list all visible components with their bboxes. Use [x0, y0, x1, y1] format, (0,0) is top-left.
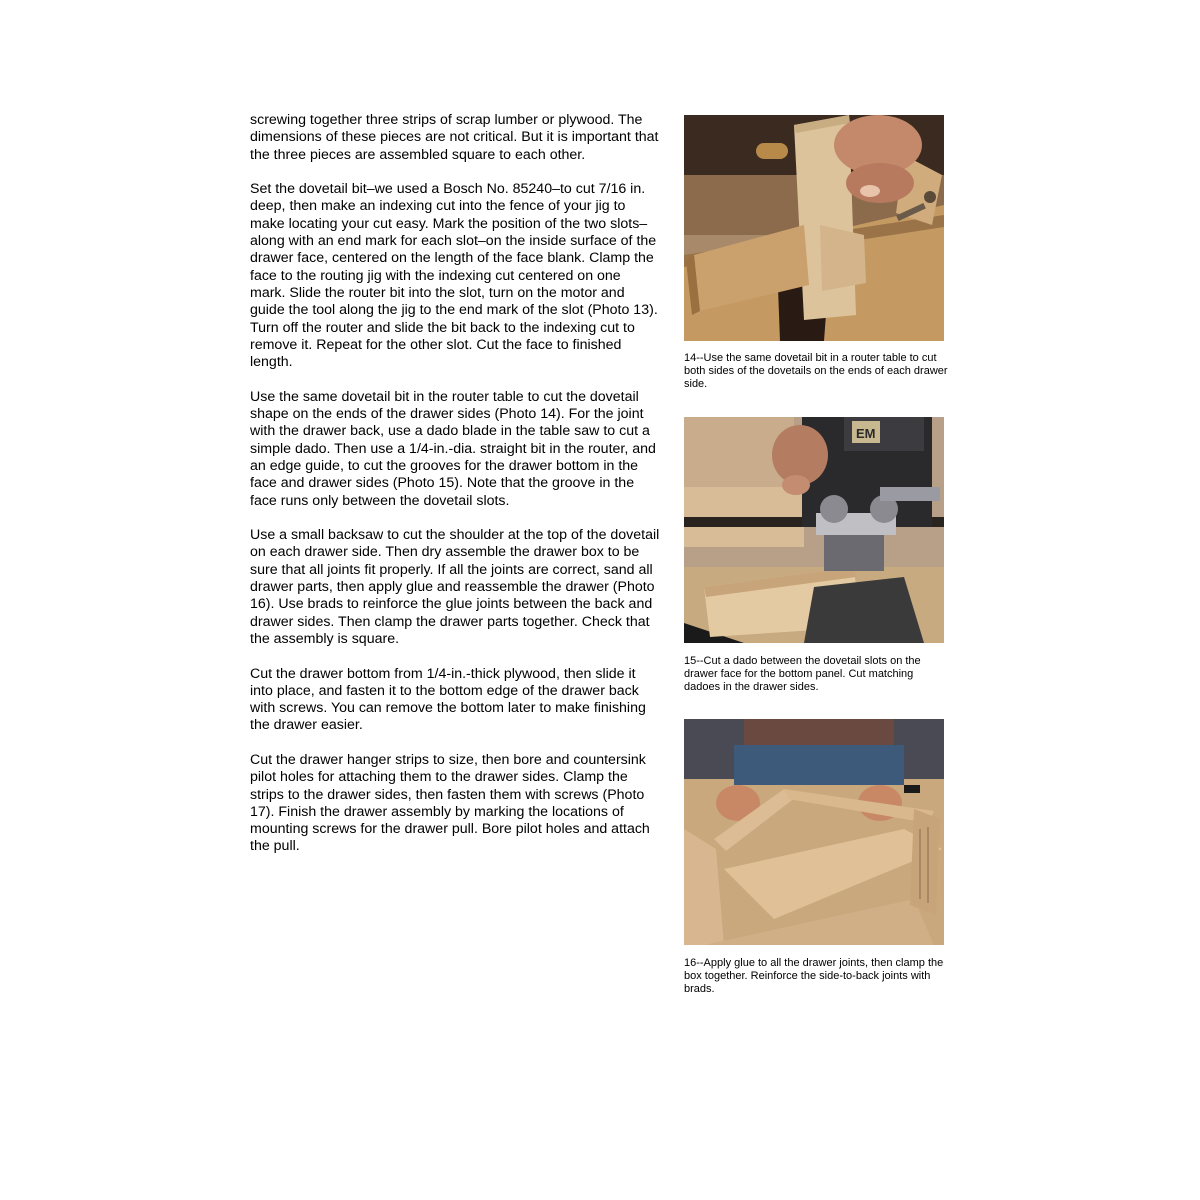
- article-body: [250, 112, 660, 873]
- paragraph-assembly: Use a small backsaw to cut the shoulder at the top of the dovetail on each drawer side. Then dry assemble the drawer box to be sure that all joints fit properly. If all the joints are correct, sand all drawer parts, then apply glue and reassemble the drawer (Photo 16). Use brads to reinforce the glue joints between the back and drawer sides. Then clamp the drawer parts together. Check that the assembly is square.: [250, 527, 660, 647]
- photo-14-caption: 14--Use the same dovetail bit in a router table to cut both sides of the dovetails on the ends of each drawer side.: [684, 352, 948, 390]
- photo-15-router-dado: [684, 417, 944, 643]
- paragraph-hanger-strips: Cut the drawer hanger strips to size, then bore and countersink pilot holes for attaching them to the drawer sides. Clamp the strips to the drawer sides, then fasten them with screws (Photo 17). Finish the drawer assembly by marking the locations of mounting screws for the drawer pull. Bore pilot holes and attach the pull.: [250, 751, 650, 855]
- router-badge: EM: [856, 426, 876, 441]
- photo-16-drawer-glue: [684, 719, 944, 945]
- paragraph-drawer-sides: Use the same dovetail bit in the router table to cut the dovetail shape on the ends of the drawer sides (Photo 14). For the joint with the drawer back, use a dado blade in the table saw to cut a simple dado. Then use a 1/4-in.-dia. straight bit in the router, and an edge guide, to cut the grooves for the drawer bottom in the face and drawer sides (Photo 15). Note that the groove in the face runs only between the dovetail slots.: [250, 388, 656, 509]
- paragraph-dovetail-slots: Set the dovetail bit–we used a Bosch No. 85240–to cut 7/16 in. deep, then make an indexing cut into the fence of your jig to make locating your cut easy. Mark the position of the two slots–along with an end mark for each slot–on the inside surface of the drawer face, centered on the length of the face blank. Clamp the face to the routing jig with the indexing cut centered on one mark. Slide the router bit into the slot, turn on the motor and guide the tool along the jig to the end mark of the slot (Photo 13). Turn off the router and slide the bit back to the indexing cut to remove it. Repeat for the other slot. Cut the face to finished length.: [250, 181, 658, 371]
- photo-16-caption: 16--Apply glue to all the drawer joints, then clamp the box together. Reinforce the side-to-back joints with brads.: [684, 957, 944, 995]
- photo-14-router-table: [684, 115, 944, 341]
- paragraph-jig-assembly: screwing together three strips of scrap lumber or plywood. The dimensions of these pieces are not critical. But it is important that the three pieces are assembled square to each other.: [250, 112, 659, 163]
- photo-15-caption: 15--Cut a dado between the dovetail slots on the drawer face for the bottom panel. Cut matching dadoes in the drawer sides.: [684, 655, 921, 693]
- paragraph-drawer-bottom: Cut the drawer bottom from 1/4-in.-thick plywood, then slide it into place, and fasten it to the bottom edge of the drawer back with screws. You can remove the bottom later to make finishing the drawer easier.: [250, 665, 646, 734]
